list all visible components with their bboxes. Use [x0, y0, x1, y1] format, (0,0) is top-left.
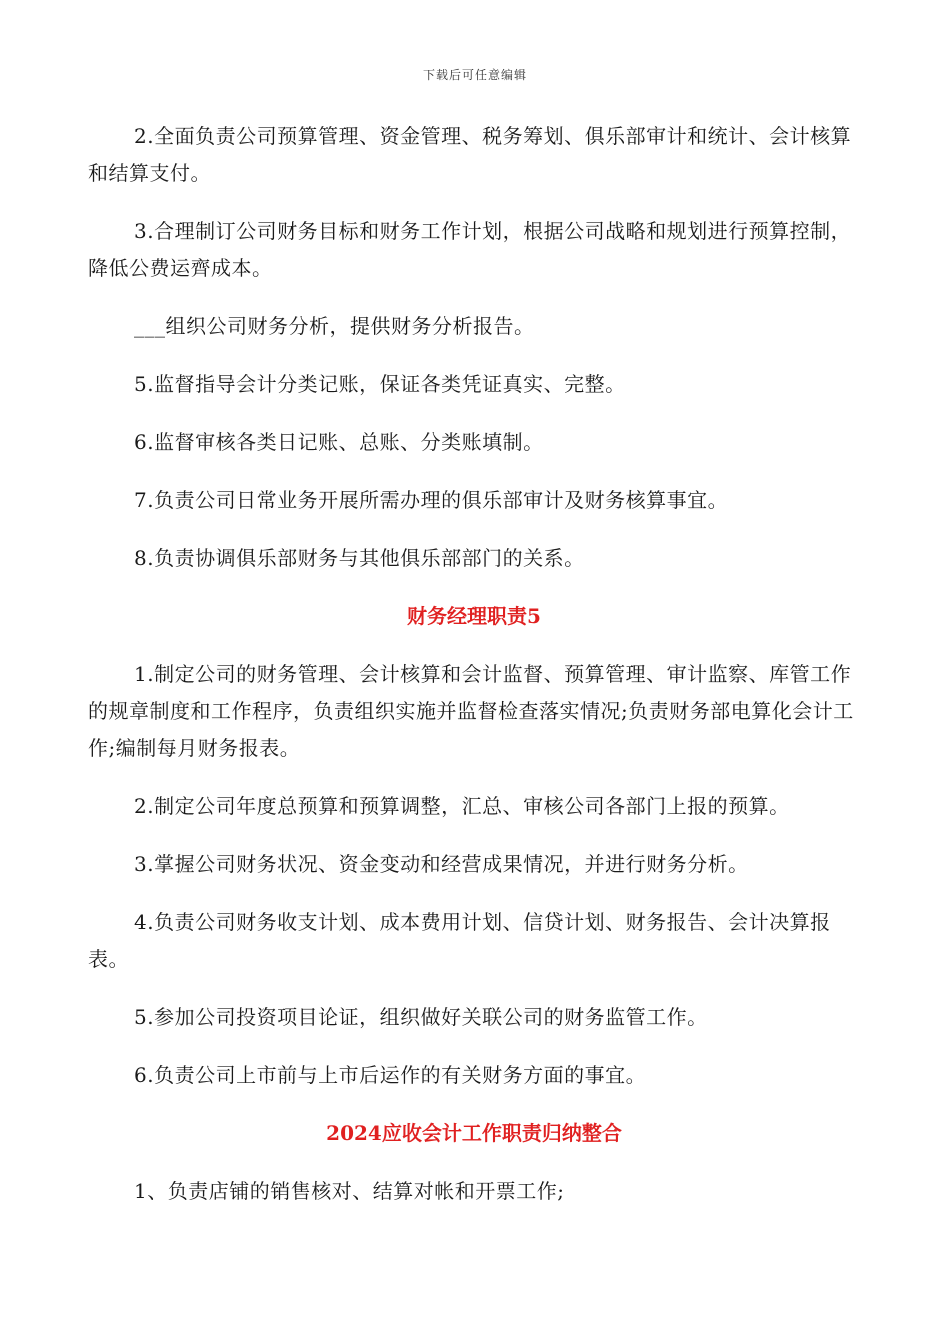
paragraph: 3.掌握公司财务状况、资金变动和经营成果情况，并进行财务分析。 — [134, 852, 749, 876]
paragraph: 6.监督审核各类日记账、总账、分类账填制。 — [134, 430, 544, 454]
paragraph: 3.合理制订公司财务目标和财务工作计划，根据公司战略和规划进行预算控制，降低公费运齊成本。 — [88, 219, 852, 280]
paragraph: 2.制定公司年度总预算和预算调整，汇总、审核公司各部门上报的预算。 — [134, 794, 790, 818]
paragraph: 1.制定公司的财务管理、会计核算和会计监督、预算管理、审计监察、库管工作的规章制度和工作程序，负责组织实施并监督检查落实情况;负责财务部电算化会计工作;编制每月财务报表。 — [88, 662, 854, 760]
paragraph: 4.负责公司财务收支计划、成本费用计划、信贷计划、财务报告、会计决算报表。 — [88, 910, 831, 971]
paragraph: 5.参加公司投资项目论证，组织做好关联公司的财务监管工作。 — [134, 1005, 708, 1029]
paragraph: 8.负责协调俱乐部财务与其他俱乐部部门的关系。 — [134, 546, 585, 570]
paragraph: 7.负责公司日常业务开展所需办理的俱乐部审计及财务核算事宜。 — [134, 488, 729, 512]
document-body — [88, 118, 860, 1231]
section-heading: 财务经理职责5 — [407, 604, 541, 628]
section-heading: 2024应收会计工作职责归纳整合 — [326, 1121, 622, 1145]
paragraph: 1、负责店铺的销售核对、结算对帐和开票工作; — [134, 1179, 565, 1203]
paragraph: 2.全面负责公司预算管理、资金管理、税务筹划、俱乐部审计和统计、会计核算和结算支付。 — [88, 124, 852, 185]
page-header: 下载后可任意编辑 — [422, 68, 527, 82]
paragraph: 6.负责公司上市前与上市后运作的有关财务方面的事宜。 — [134, 1063, 647, 1087]
paragraph: 5.监督指导会计分类记账，保证各类凭证真实、完整。 — [134, 372, 626, 396]
paragraph: ___组织公司财务分析，提供财务分析报告。 — [134, 314, 535, 338]
